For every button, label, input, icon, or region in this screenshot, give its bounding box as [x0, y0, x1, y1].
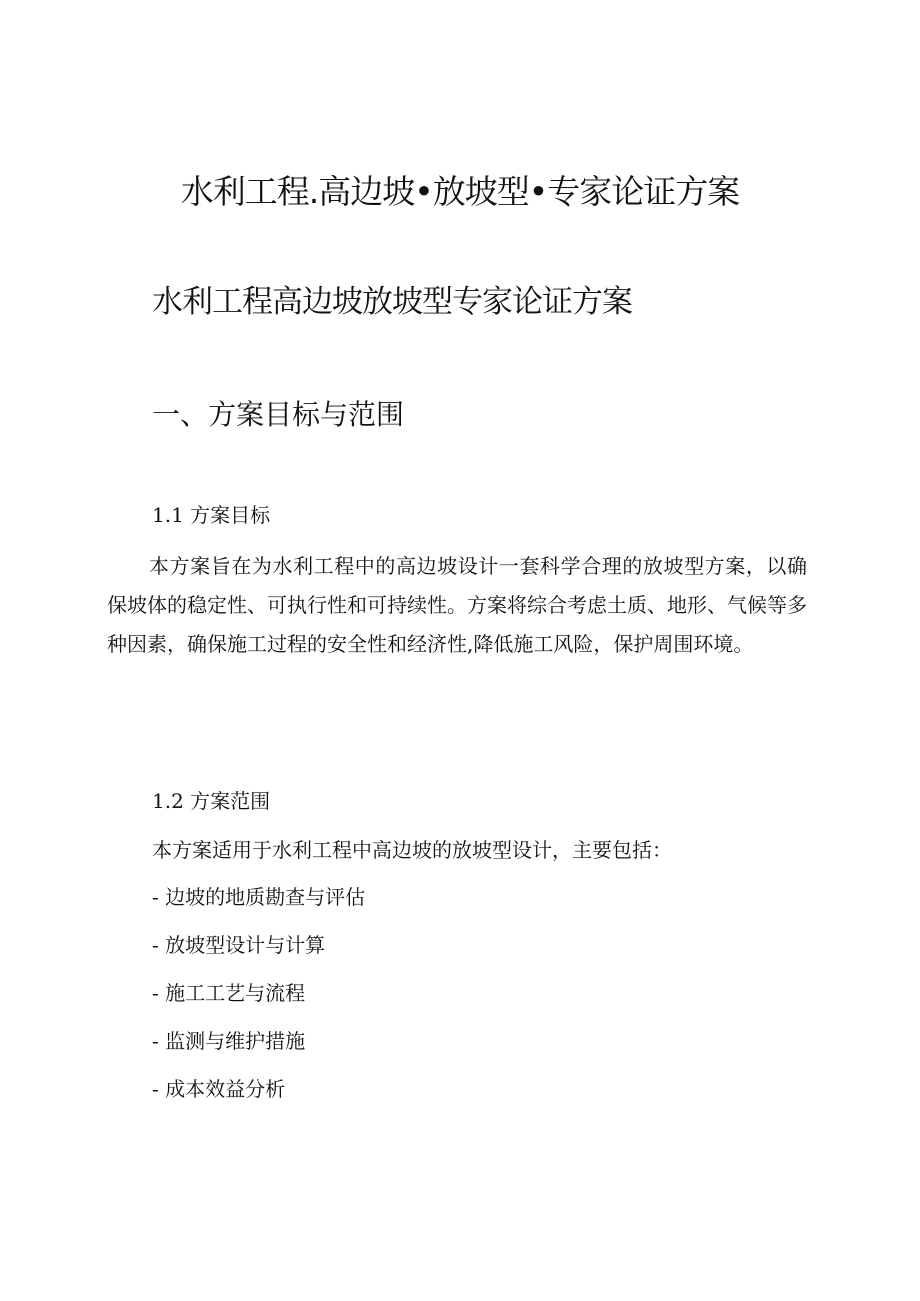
scope-intro: 本方案适用于水利工程中高边坡的放坡型设计，主要包括： [152, 838, 672, 862]
subsection-heading-goal: 1.1 方案目标 [152, 503, 271, 527]
scope-list-item: - 成本效益分析 [152, 1077, 286, 1101]
document-subtitle: 水利工程高边坡放坡型专家论证方案 [152, 284, 632, 320]
scope-list-item: - 边坡的地质勘查与评估 [152, 885, 366, 909]
scope-list-item: - 放坡型设计与计算 [152, 933, 326, 957]
goal-paragraph: 本方案旨在为水利工程中的高边坡设计一套科学合理的放坡型方案，以确保坡体的稳定性、可执行性和可持续性。方案将综合考虑土质、地形、气候等多种因素，确保施工过程的安全性和经济性,降低施工风险，保护周围环境。 [107, 554, 807, 656]
scope-list-item: - 监测与维护措施 [152, 1029, 306, 1053]
scope-list-item: - 施工工艺与流程 [152, 981, 306, 1005]
section-heading: 一、方案目标与范围 [152, 398, 405, 431]
document-title: 水利工程.高边坡•放坡型•专家论证方案 [180, 172, 740, 211]
subsection-heading-scope: 1.2 方案范围 [152, 789, 271, 813]
